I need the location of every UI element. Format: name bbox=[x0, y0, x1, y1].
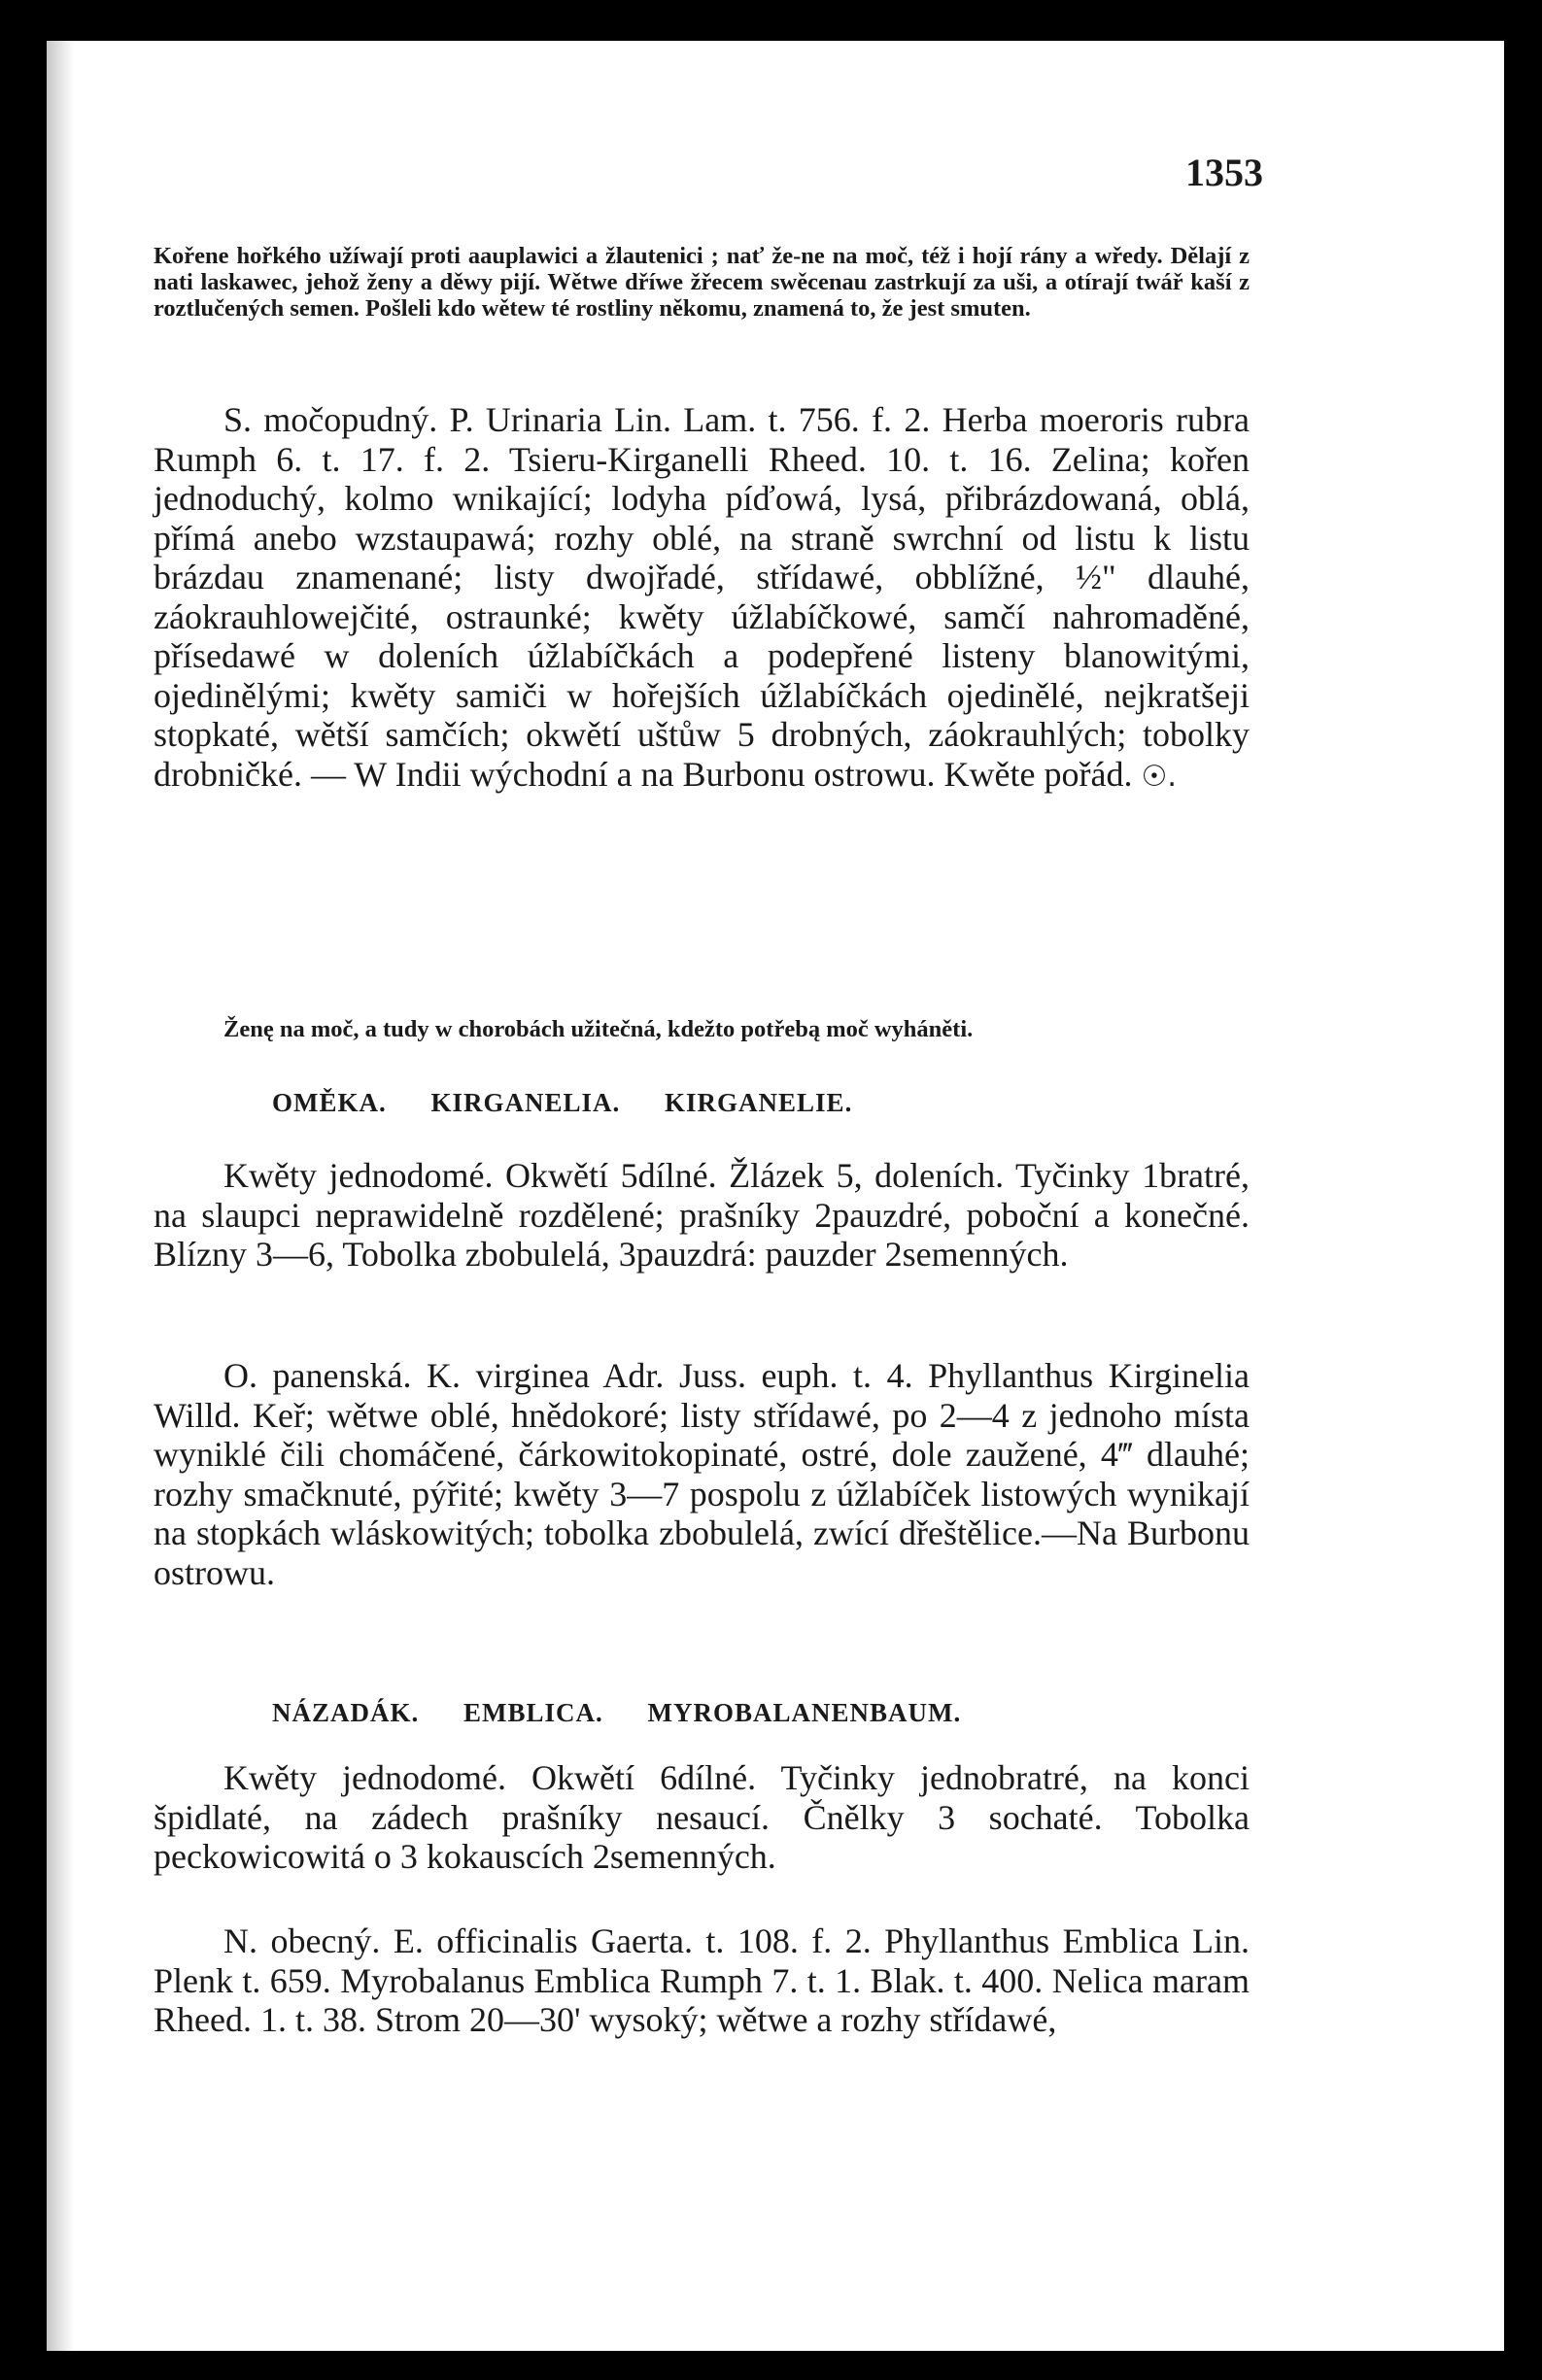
heading-czech: OMĚKA. bbox=[272, 1088, 387, 1117]
sun-symbol: ☉. bbox=[1141, 759, 1177, 794]
paragraph-genus-kirganelia bbox=[154, 1156, 1250, 1275]
paragraph-species-officinalis bbox=[154, 1921, 1250, 2040]
section-heading-kirganelia bbox=[154, 1088, 1250, 1118]
paragraph-species-virginea bbox=[154, 1356, 1250, 1592]
heading-czech: NÁZADÁK. bbox=[272, 1698, 420, 1727]
paragraph-species-urinaria bbox=[154, 400, 1250, 797]
gutter-shadow bbox=[47, 41, 74, 2351]
heading-german: MYROBALANENBAUM. bbox=[647, 1698, 962, 1727]
paragraph-text: S. močopudný. P. Urinaria Lin. Lam. t. 756. f. 2. Herba moeroris rubra Rumph 6. t. 17. f. 2. Tsieru-Kirganelli Rheed. 10. t. 16. Zelina; kořen jednoduchý, kolmo wnikající; lodyha píďowá, lysá, přibrázdowaná, oblá, přímá anebo wzstaupawá; rozhy oblé, na straně swrchní od listu k listu brázdau znamenané; listy dwojřadé, střídawé, obblížné, ½" dlauhé, záokrauhlowejčité, ostraunké; kwěty úžlabíčkowé, samčí nahromaděné, přísedawé w doleních úžlabíčkách a podepřené listeny blanowitými, ojedinělými; kwěty samiči w hořejších úžlabíčkách ojedinělé, nejkratšeji stopkaté, wětší samčích; okwětí uštůw 5 drobných, záokrauhlých; tobolky drobničké. — W Indii wýchodní a na Burbonu ostrowu. Kwěte pořád. bbox=[154, 400, 1250, 794]
heading-latin: KIRGANELIA. bbox=[430, 1088, 621, 1117]
heading-german: KIRGANELIE. bbox=[665, 1088, 853, 1117]
book-page bbox=[47, 41, 1504, 2351]
heading-latin: EMBLICA. bbox=[463, 1698, 603, 1727]
page-number: 1353 bbox=[1185, 151, 1263, 194]
paragraph-roots-use bbox=[154, 243, 1250, 322]
paragraph-text: Kwěty jednodomé. Okwětí 5dílné. Žlázek 5, doleních. Tyčinky 1bratré, na slaupci neprawidelně rozdělené; prašníky 2pauzdré, poboční a konečné. Blízny 3—6, Tobolka zbobulelá, 3pauzdrá: pauzder 2semenných. bbox=[154, 1156, 1250, 1274]
paragraph-text: Ženę na moč, a tudy w chorobách užitečná, kdežto potřebą moč wyháněti. bbox=[223, 1016, 974, 1042]
paragraph-genus-emblica bbox=[154, 1758, 1250, 1877]
paragraph-text: Kořene hořkého užíwají proti aauplawici a žlautenici ; nať že-ne na moč, též i hojí rány a wředy. Dělají z nati laskawec, jehož ženy a děwy pijí. Wětwe dříwe žřecem swěcenau zastrkují za uši, a otírají twář kaší z roztlučených semen. Pošleli kdo wětew té rostliny někomu, znamená to, že jest smuten. bbox=[154, 243, 1250, 322]
paragraph-text: N. obecný. E. officinalis Gaerta. t. 108. f. 2. Phyllanthus Emblica Lin. Plenk t. 659. Myrobalanus Emblica Rumph 7. t. 1. Blak. t. 400. Nelica maram Rheed. 1. t. 38. Strom 20—30' wysoký; wětwe a rozhy střídawé, bbox=[154, 1921, 1250, 2039]
paragraph-text: O. panenská. K. virginea Adr. Juss. euph. t. 4. Phyllanthus Kirginelia Willd. Keř; wětwe oblé, hnědokoré; listy střídawé, po 2—4 z jednoho místa wyniklé čili chomáčené, čárkowitokopinaté, ostré, dole zaužené, 4‴ dlauhé; rozhy smačknuté, pýřité; kwěty 3—7 pospolu z úžlabíček listowých wynikají na stopkách wláskowitých; tobolka zbobulelá, zwící dřeštělice.—Na Burbonu ostrowu. bbox=[154, 1356, 1250, 1592]
paragraph-text: Kwěty jednodomé. Okwětí 6dílné. Tyčinky jednobratré, na konci špidlaté, na zádech prašníky nesaucí. Čnělky 3 sochaté. Tobolka peckowicowitá o 3 kokauscích 2semenných. bbox=[154, 1758, 1250, 1876]
section-heading-emblica bbox=[154, 1698, 1250, 1728]
paragraph-medicinal-use bbox=[154, 1016, 1250, 1042]
